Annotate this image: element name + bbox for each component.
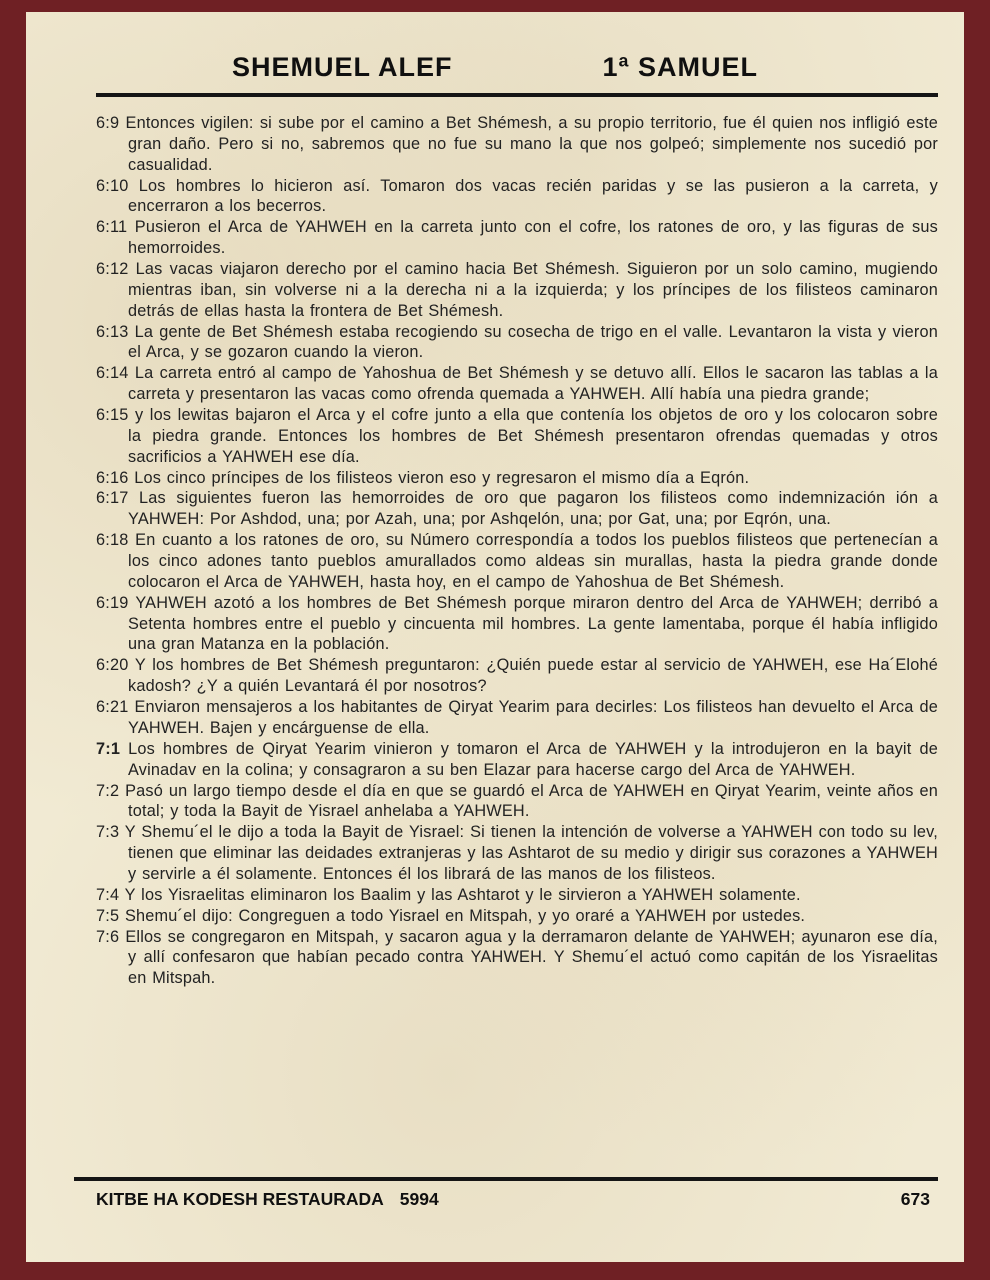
- verse: 6:18 En cuanto a los ratones de oro, su Número correspondía a todos los pueblos filisteos que pertenecían a los cinco adones tanto pueblos amurallados como aldeas sin murallas, hasta la piedra grande donde colocaron el Arca de YAHWEH, hasta hoy, en el campo de Yahoshua de Bet Shémesh.: [96, 531, 938, 591]
- verse-list: [96, 113, 938, 989]
- verse: 7:5 Shemu´el dijo: Congreguen a todo Yisrael en Mitspah, y yo oraré a YAHWEH por ustedes.: [96, 906, 806, 925]
- verse: 6:20 Y los hombres de Bet Shémesh preguntaron: ¿Quién puede estar al servicio de YAHWEH, ese Ha´Elohé kadosh? ¿Y a quién Levantará él por nosotros?: [96, 656, 938, 696]
- book-title-hebrew: SHEMUEL ALEF: [231, 52, 453, 82]
- verse-number: 6:11: [96, 218, 128, 237]
- header-rule: [96, 93, 938, 97]
- verse: 6:14 La carreta entró al campo de Yahoshua de Bet Shémesh y se detuvo allí. Ellos le sacaron las tablas a la carreta y presentaron las vacas como ofrenda quemada a YAHWEH. Allí había una piedra grande;: [96, 364, 938, 404]
- edition-label: [96, 1189, 439, 1210]
- verse: 6:19 YAHWEH azotó a los hombres de Bet Shémesh porque miraron dentro del Arca de YAHWEH; derribó a Setenta hombres entre el pueblo y cincuenta mil hombres. La gente lamentaba, porque él había infligido una gran Matanza en la población.: [96, 593, 938, 654]
- verse-number: 6:19: [96, 593, 129, 612]
- verse: 6:12 Las vacas viajaron derecho por el camino hacia Bet Shémesh. Siguieron por un solo camino, mugiendo mientras iban, sin volverse ni a la derecha ni a la izquierda; y los príncipes de los filisteos caminaron detrás de ellas hasta la frontera de Bet Shémesh.: [96, 260, 938, 320]
- verse-number: 6:9: [96, 114, 120, 132]
- verse: 6:21 Enviaron mensajeros a los habitantes de Qiryat Yearim para decirles: Los filisteos han devuelto el Arca de YAHWEH. Bajen y encárguense de ella.: [96, 698, 938, 737]
- verse: 7:6 Ellos se congregaron en Mitspah, y sacaron agua y la derramaron delante de YAHWEH; ayunaron ese día, y allí confesaron que habían pecado contra YAHWEH. Y Shemu´el actuó como capitán de los Yisraelitas en Mitspah.: [96, 927, 938, 988]
- verse-number: 6:10: [96, 176, 129, 195]
- verse-number: 6:16: [96, 468, 129, 487]
- book-title-spanish: 1ª SAMUEL: [602, 52, 759, 82]
- verse: 6:16 Los cinco príncipes de los filisteos vieron eso y regresaron el mismo día a Eqrón.: [96, 468, 750, 487]
- edition-year: 5994: [399, 1189, 439, 1209]
- verse-number: 6:13: [96, 322, 129, 341]
- verse-number: 6:12: [96, 260, 129, 279]
- verse-number: 7:5: [96, 906, 120, 925]
- verse-number: 6:14: [96, 364, 129, 383]
- verse: 6:17 Las siguientes fueron las hemorroides de oro que pagaron los filisteos como indemnización ión a YAHWEH: Por Ashdod, una; por Azah, una; por Ashqelón, una; por Gat, una; por Eqrón, una.: [96, 489, 938, 529]
- verse-number: 6:21: [96, 698, 129, 717]
- verse-number: 6:20: [96, 656, 129, 675]
- verse-number: 6:17: [96, 489, 129, 508]
- verse-number: 7:6: [96, 927, 120, 946]
- verse-number: 7:4: [96, 885, 120, 904]
- verse: 7:2 Pasó un largo tiempo desde el día en que se guardó el Arca de YAHWEH en Qiryat Yearim, veinte años en total; y toda la Bayit de Yisrael anhelaba a YAHWEH.: [96, 781, 938, 821]
- verse: 7:4 Y los Yisraelitas eliminaron los Baalim y las Ashtarot y le sirvieron a YAHWEH solamente.: [96, 885, 801, 904]
- verse: 6:9 Entonces vigilen: si sube por el camino a Bet Shémesh, a su propio territorio, fue él quien nos infligió este gran daño. Pero si no, sabremos que no fue su mano la que nos golpeó; simplemente nos sucedió por casualidad.: [96, 114, 938, 174]
- verse: 6:11 Pusieron el Arca de YAHWEH en la carreta junto con el cofre, los ratones de oro, y las figuras de sus hemorroides.: [96, 218, 938, 258]
- footer-rule: [74, 1177, 938, 1181]
- edition-name: KITBE HA KODESH RESTAURADA: [96, 1189, 384, 1209]
- page-header: [26, 52, 964, 83]
- verse-number: 6:15: [96, 406, 129, 425]
- verse-number: 7:1: [96, 739, 121, 758]
- footer-row: [96, 1189, 930, 1210]
- verse-number: 6:18: [96, 531, 129, 550]
- verse-number: 7:3: [96, 823, 120, 842]
- page: [26, 12, 964, 1262]
- verse-number: 7:2: [96, 781, 120, 800]
- verse: 7:3 Y Shemu´el le dijo a toda la Bayit de Yisrael: Si tienen la intención de volverse a YAHWEH con todo su lev, tienen que eliminar las deidades extranjeras y las Ashtarot de su medio y dirigir sus corazones a YAHWEH y servirle a él solamente. Entonces él los librará de las manos de los filisteos.: [96, 823, 938, 883]
- page-number: 673: [900, 1189, 930, 1209]
- verse: 6:15 y los lewitas bajaron el Arca y el cofre junto a ella que contenía los objetos de oro y los colocaron sobre la piedra grande. Entonces los hombres de Bet Shémesh presentaron ofrendas quemadas y otros sacrificios a YAHWEH ese día.: [96, 406, 938, 466]
- verse: 7:1 Los hombres de Qiryat Yearim vinieron y tomaron el Arca de YAHWEH y la introdujeron en la bayit de Avinadav en la colina; y consagraron a su ben Elazar para hacerse cargo del Arca de YAHWEH.: [96, 739, 938, 779]
- page-footer: [26, 1177, 964, 1210]
- verse: 6:10 Los hombres lo hicieron así. Tomaron dos vacas recién paridas y se las pusieron a la carreta, y encerraron a los becerros.: [96, 176, 938, 216]
- verse: 6:13 La gente de Bet Shémesh estaba recogiendo su cosecha de trigo en el valle. Levantaron la vista y vieron el Arca, y se gozaron cuando la vieron.: [96, 322, 938, 362]
